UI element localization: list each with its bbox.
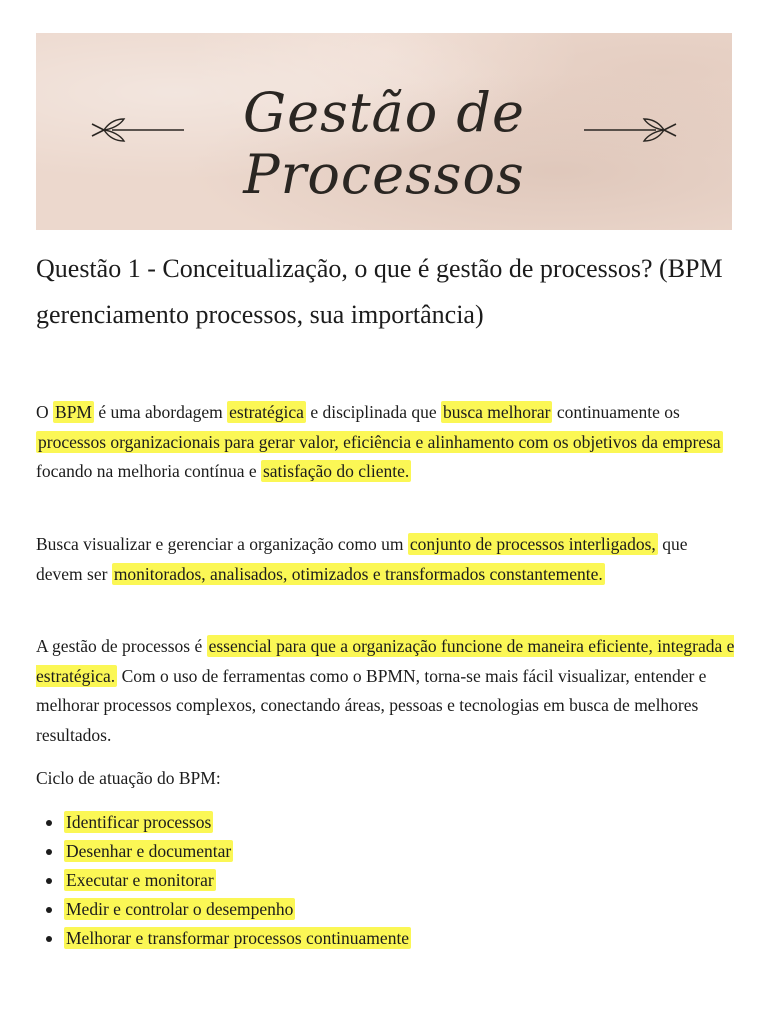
text: e disciplinada que (305, 402, 442, 422)
leaf-ornament-right-icon (582, 115, 678, 145)
text: que devem ser (36, 534, 688, 584)
question-heading: Questão 1 - Conceitualização, o que é gestão de processos? (BPM gerenciamento processos, sua importância) (36, 254, 723, 329)
list-item (36, 866, 411, 895)
text: continuamente os (552, 402, 680, 422)
highlight: estratégica (229, 402, 304, 422)
highlight: satisfação do cliente. (262, 461, 410, 481)
bullet-icon (46, 849, 52, 855)
highlight: BPM (55, 402, 92, 422)
bullet-icon (46, 820, 52, 826)
list-item (36, 924, 411, 953)
highlight: monitorados, analisados, otimizados e transformados constantemente. (113, 563, 603, 584)
text: Busca visualizar e gerenciar a organização como um (36, 534, 408, 554)
text: focando na melhoria contínua e (36, 461, 261, 481)
list-item-text: Medir e controlar o desempenho (66, 899, 294, 919)
highlight: conjunto de processos interligados, (409, 534, 656, 554)
highlight: essencial para que a organização funcione de maneira eficiente, integrada e estratégica. (36, 636, 735, 686)
banner-title-line1: Gestão de (243, 81, 525, 144)
list-item-text: Executar e monitorar (66, 870, 214, 890)
list-item (36, 895, 411, 924)
list-item-text: Identificar processos (66, 812, 212, 832)
highlight: processos organizacionais para gerar valor, eficiência e alinhamento com os objetivos da empresa (38, 431, 721, 452)
highlight: busca melhorar (443, 402, 551, 422)
list-item (36, 808, 411, 837)
paragraph-bpm-definition (36, 398, 736, 487)
bpm-cycle-list (36, 808, 411, 953)
list-item-text: Desenhar e documentar (66, 841, 232, 861)
paragraph-importance (36, 632, 736, 750)
text: O (36, 402, 54, 422)
banner-title-line2: Processos (243, 143, 525, 206)
title-banner (36, 33, 732, 230)
bullet-icon (46, 907, 52, 913)
paragraph-process-view (36, 530, 736, 589)
list-item-text: Melhorar e transformar processos continuamente (66, 928, 410, 948)
bullet-icon (46, 878, 52, 884)
cycle-intro: Ciclo de atuação do BPM: (36, 768, 221, 788)
text: A gestão de processos é (36, 636, 207, 656)
text: é uma abordagem (93, 402, 228, 422)
list-item (36, 837, 411, 866)
text: Com o uso de ferramentas como o BPMN, torna-se mais fácil visualizar, entender e melhorar processos complexos, conectando áreas, pessoas e tecnologias em busca de melhores resultados. (36, 665, 707, 745)
bullet-icon (46, 936, 52, 942)
